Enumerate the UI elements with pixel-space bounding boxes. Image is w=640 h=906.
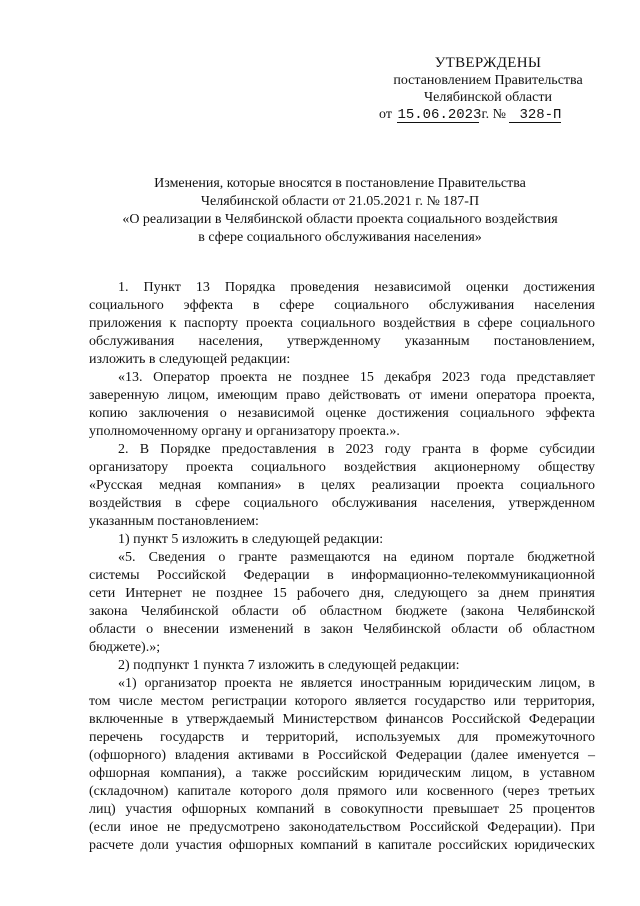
date-value: 15.06.2023: [397, 107, 482, 123]
date-suffix: г. №: [481, 107, 506, 122]
body-line: (офшорного) владения активами в Российской Федерации (далее именуется –: [89, 748, 595, 763]
body-line: 2. В Порядке предоставления в 2023 году гранта в форме субсидии: [118, 442, 595, 457]
approval-title: УТВЕРЖДЕНЫ: [434, 55, 542, 71]
body-line: (складочном) капитале которого доля прямого или косвенного (через третьих: [89, 784, 595, 799]
body-line: социального эффекта в сфере социального обслуживания населения: [89, 298, 595, 313]
body-line: области о внесении изменений в закон Челябинской области об областном: [89, 622, 595, 637]
heading-line: Изменения, которые вносятся в постановление Правительства: [154, 176, 526, 191]
body-line: организатору проекта социального воздействия акционерному обществу: [89, 460, 595, 475]
body-line: перечень государств и территорий, используемых для промежуточного: [89, 730, 595, 745]
heading-line: Челябинской области от 21.05.2021 г. № 187-П: [200, 194, 480, 209]
date-prefix: от: [379, 107, 392, 122]
body-line: изложить в следующей редакции:: [89, 352, 291, 367]
body-line: «Русская медная компания» в целях реализации проекта социального: [89, 478, 595, 493]
body-line: сети Интернет не позднее 15 рабочего дня, следующего за днем принятия: [89, 586, 595, 601]
body-line: бюджете).»;: [89, 640, 161, 655]
heading-line: «О реализации в Челябинской области проекта социального воздействия: [122, 212, 558, 227]
approval-line-1: постановлением Правительства: [393, 73, 583, 88]
body-line: офшорная компания), а также российским юридическим лицом, в уставном: [89, 766, 595, 781]
body-line: том числе местом регистрации которого является государство или территория,: [89, 694, 595, 709]
body-line: системы Российской Федерации в информационно-телекоммуникационной: [89, 568, 595, 583]
body-line: обслуживания населения, утвержденному указанным постановлением,: [89, 334, 595, 349]
body-line: закона Челябинской области об областном бюджете (закона Челябинской: [89, 604, 595, 619]
body-line: (если иное не предусмотрено законодательством Российской Федерации). При: [89, 820, 595, 835]
body-line: 1. Пункт 13 Порядка проведения независимой оценки достижения: [118, 280, 595, 295]
body-line: уполномоченному органу и организатору проекта.».: [89, 424, 400, 439]
body-line: копию заключения о независимой оценке достижения социального эффекта: [89, 406, 595, 421]
body-line: «13. Оператор проекта не позднее 15 декабря 2023 года представляет: [118, 370, 595, 385]
approval-date-line: [379, 107, 561, 123]
approval-line-2: Челябинской области: [424, 90, 552, 105]
body-line: лиц) участия офшорных компаний в совокупности превышает 25 процентов: [89, 802, 595, 817]
body-line: заверенную лицом, имеющим право действовать от имени оператора проекта,: [89, 388, 595, 403]
body-line: включенные в утверждаемый Министерством финансов Российской Федерации: [89, 712, 595, 727]
body-line: «5. Сведения о гранте размещаются на едином портале бюджетной: [118, 550, 595, 565]
body-line: воздействия в сфере социального обслуживания населения, утвержденном: [89, 496, 595, 511]
body-line: 2) подпункт 1 пункта 7 изложить в следующей редакции:: [118, 658, 460, 673]
body-line: приложения к паспорту проекта социального воздействия в сфере социального: [89, 316, 595, 331]
number-value: 328-П: [519, 107, 562, 123]
heading-line: в сфере социального обслуживания населения»: [198, 230, 482, 245]
body-line: «1) организатор проекта не является иностранным юридическим лицом, в: [118, 676, 595, 691]
body-line: 1) пункт 5 изложить в следующей редакции:: [118, 532, 384, 547]
body-line: указанным постановлением:: [89, 514, 259, 529]
body-line: расчете доли участия офшорных компаний в капитале российских юридических: [89, 838, 595, 853]
